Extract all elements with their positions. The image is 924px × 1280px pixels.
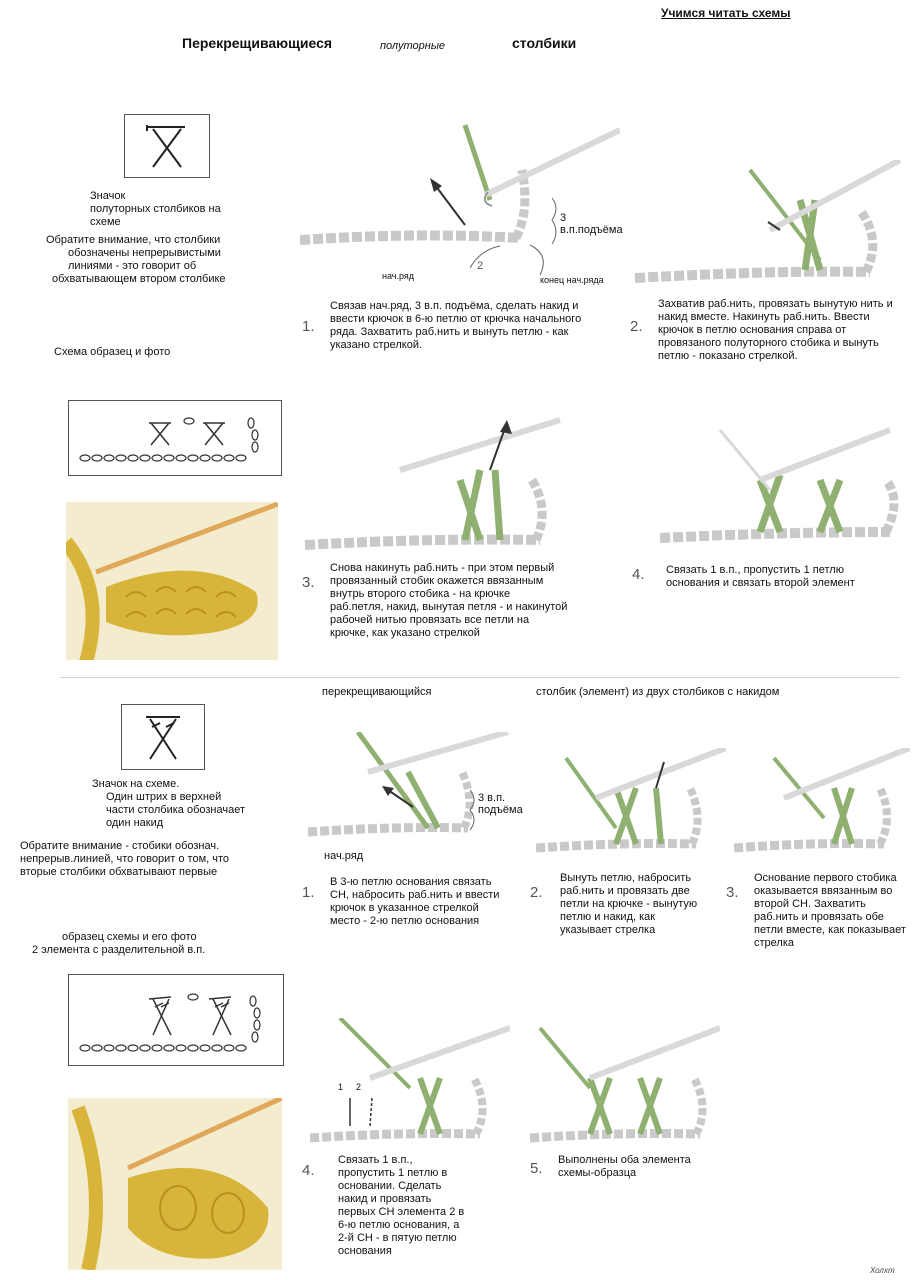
page-title-left: Перекрещивающиеся [182, 35, 333, 51]
p2-step3-text: Основание первого стобика оказывается ввязанным во второй СН. Захватить раб.нить и провязать обе петли вместе, как показывает стрелка [754, 872, 906, 949]
part2-heading-right: столбик (элемент) из двух столбиков с накидом [536, 686, 780, 698]
p2-step1-number: 1. [302, 884, 315, 901]
p2-step5-text: Выполнены оба элемента схемы-образца [558, 1154, 691, 1179]
step4-number: 4. [632, 566, 645, 583]
part2-note: Обратите внимание - стобики обознач. непрерыв.линией, что говорит о том, что вторые столбики обхватывают первые [20, 840, 230, 878]
step1-label-end: конец нач.ряда [540, 275, 604, 285]
step1-illustration [300, 120, 623, 290]
p2-step5-illustration [530, 1018, 720, 1148]
p2-step4-label-two: 2 [356, 1082, 362, 1092]
part2-heading-left: перекрещивающийся [322, 686, 432, 698]
p2-step1-text: В 3-ю петлю основания связать СН, набросить раб.нить и ввести крючок в указанное стрелкой место - 2-ю петлю основания [330, 876, 500, 927]
symbol-box-double-crossed [121, 704, 205, 770]
p2-step3-number: 3. [726, 884, 739, 901]
scheme-caption: Схема образец и фото [54, 346, 171, 358]
p2-step3-illustration [734, 748, 910, 863]
symbol-note: Обратите внимание, что столбики обозначены непрерывистыми линиями - это говорит об обхватывающем втором столбике [46, 234, 226, 285]
section-divider [60, 677, 900, 678]
step1-number: 1. [302, 318, 315, 335]
crossed-double-stitch-symbol-icon [122, 705, 204, 769]
symbol-caption: Значок полуторных столбиков на схеме [90, 190, 221, 228]
p2-step2-illustration [536, 748, 726, 863]
crossed-stitch-symbol-icon [125, 115, 209, 177]
scheme-box-part2 [68, 974, 284, 1066]
step3-number: 3. [302, 574, 315, 591]
scheme-box-part1 [68, 400, 282, 476]
part2-sample-caption: образец схемы и его фото 2 элемента с разделительной в.п. [32, 931, 206, 956]
chain-scheme-icon [69, 401, 281, 475]
yarn-photo-part2 [68, 1098, 282, 1270]
p2-step1-illustration [308, 732, 528, 867]
p2-step1-label-rise: 3 в.п. подъёма [478, 792, 523, 816]
symbol-box-half-double-crossed [124, 114, 210, 178]
part2-symbol-caption: Значок на схеме. Один штрих в верхней части столбика обозначает один накид [92, 778, 246, 829]
p2-step4-illustration [310, 1018, 510, 1148]
page-title-right: столбики [512, 35, 577, 51]
p2-step5-number: 5. [530, 1160, 543, 1177]
double-chain-scheme-icon [69, 975, 283, 1065]
step2-text: Захватив раб.нить, провязать вынутую нить и накид вместе. Накинуть раб.нить. Ввести крючок в петлю основания справа от провязаного полуторного стобика и вынуть петлю - показано стрелкой. [658, 298, 893, 362]
step4-text: Связать 1 в.п., пропустить 1 петлю основания и связать второй элемент [666, 564, 855, 589]
p2-step2-number: 2. [530, 884, 543, 901]
series-title: Учимся читать схемы [661, 6, 791, 20]
step1-label-rise: 3 в.п.подъёма [560, 212, 623, 236]
step3-text: Снова накинуть раб.нить - при этом первый провязанный стобик окажется ввязанным внутрь второго стобика - на крючке раб.петля, накид, вынутая петля - и накинутой рабочей нитью провязать все петли на крючке, как указано стрелкой [330, 562, 568, 639]
signature: Холхт [870, 1266, 895, 1275]
p2-step2-text: Вынуть петлю, набросить раб.нить и провязать две петли на крючке - вынутую петлю и накид, как указывает стрелка [560, 872, 698, 936]
p2-step4-label-one: 1 [338, 1082, 344, 1092]
step2-illustration [630, 160, 910, 290]
step4-illustration [660, 420, 910, 560]
yarn-photo-part1 [66, 502, 278, 660]
step2-number: 2. [630, 318, 643, 335]
p2-step4-text: Связать 1 в.п., пропустить 1 петлю в основании. Сделать накид и провязать первых СН элемента 2 в 6-ю петлю основания, а 2-й СН - в пятую петлю основания [338, 1154, 465, 1257]
step1-text: Связав нач.ряд, 3 в.п. подъёма, сделать накид и ввести крючок в 6-ю петлю от крючка начального ряда. Захватить раб.нить и вынуть петлю - как указано стрелкой. [330, 300, 582, 351]
step1-label-two: 2 [477, 260, 484, 272]
page-title-middle: полуторные [380, 40, 446, 52]
step1-label-start: нач.ряд [382, 271, 414, 281]
step3-illustration [300, 410, 580, 560]
p2-step4-number: 4. [302, 1162, 315, 1179]
p2-step1-label-start: нач.ряд [324, 850, 364, 862]
